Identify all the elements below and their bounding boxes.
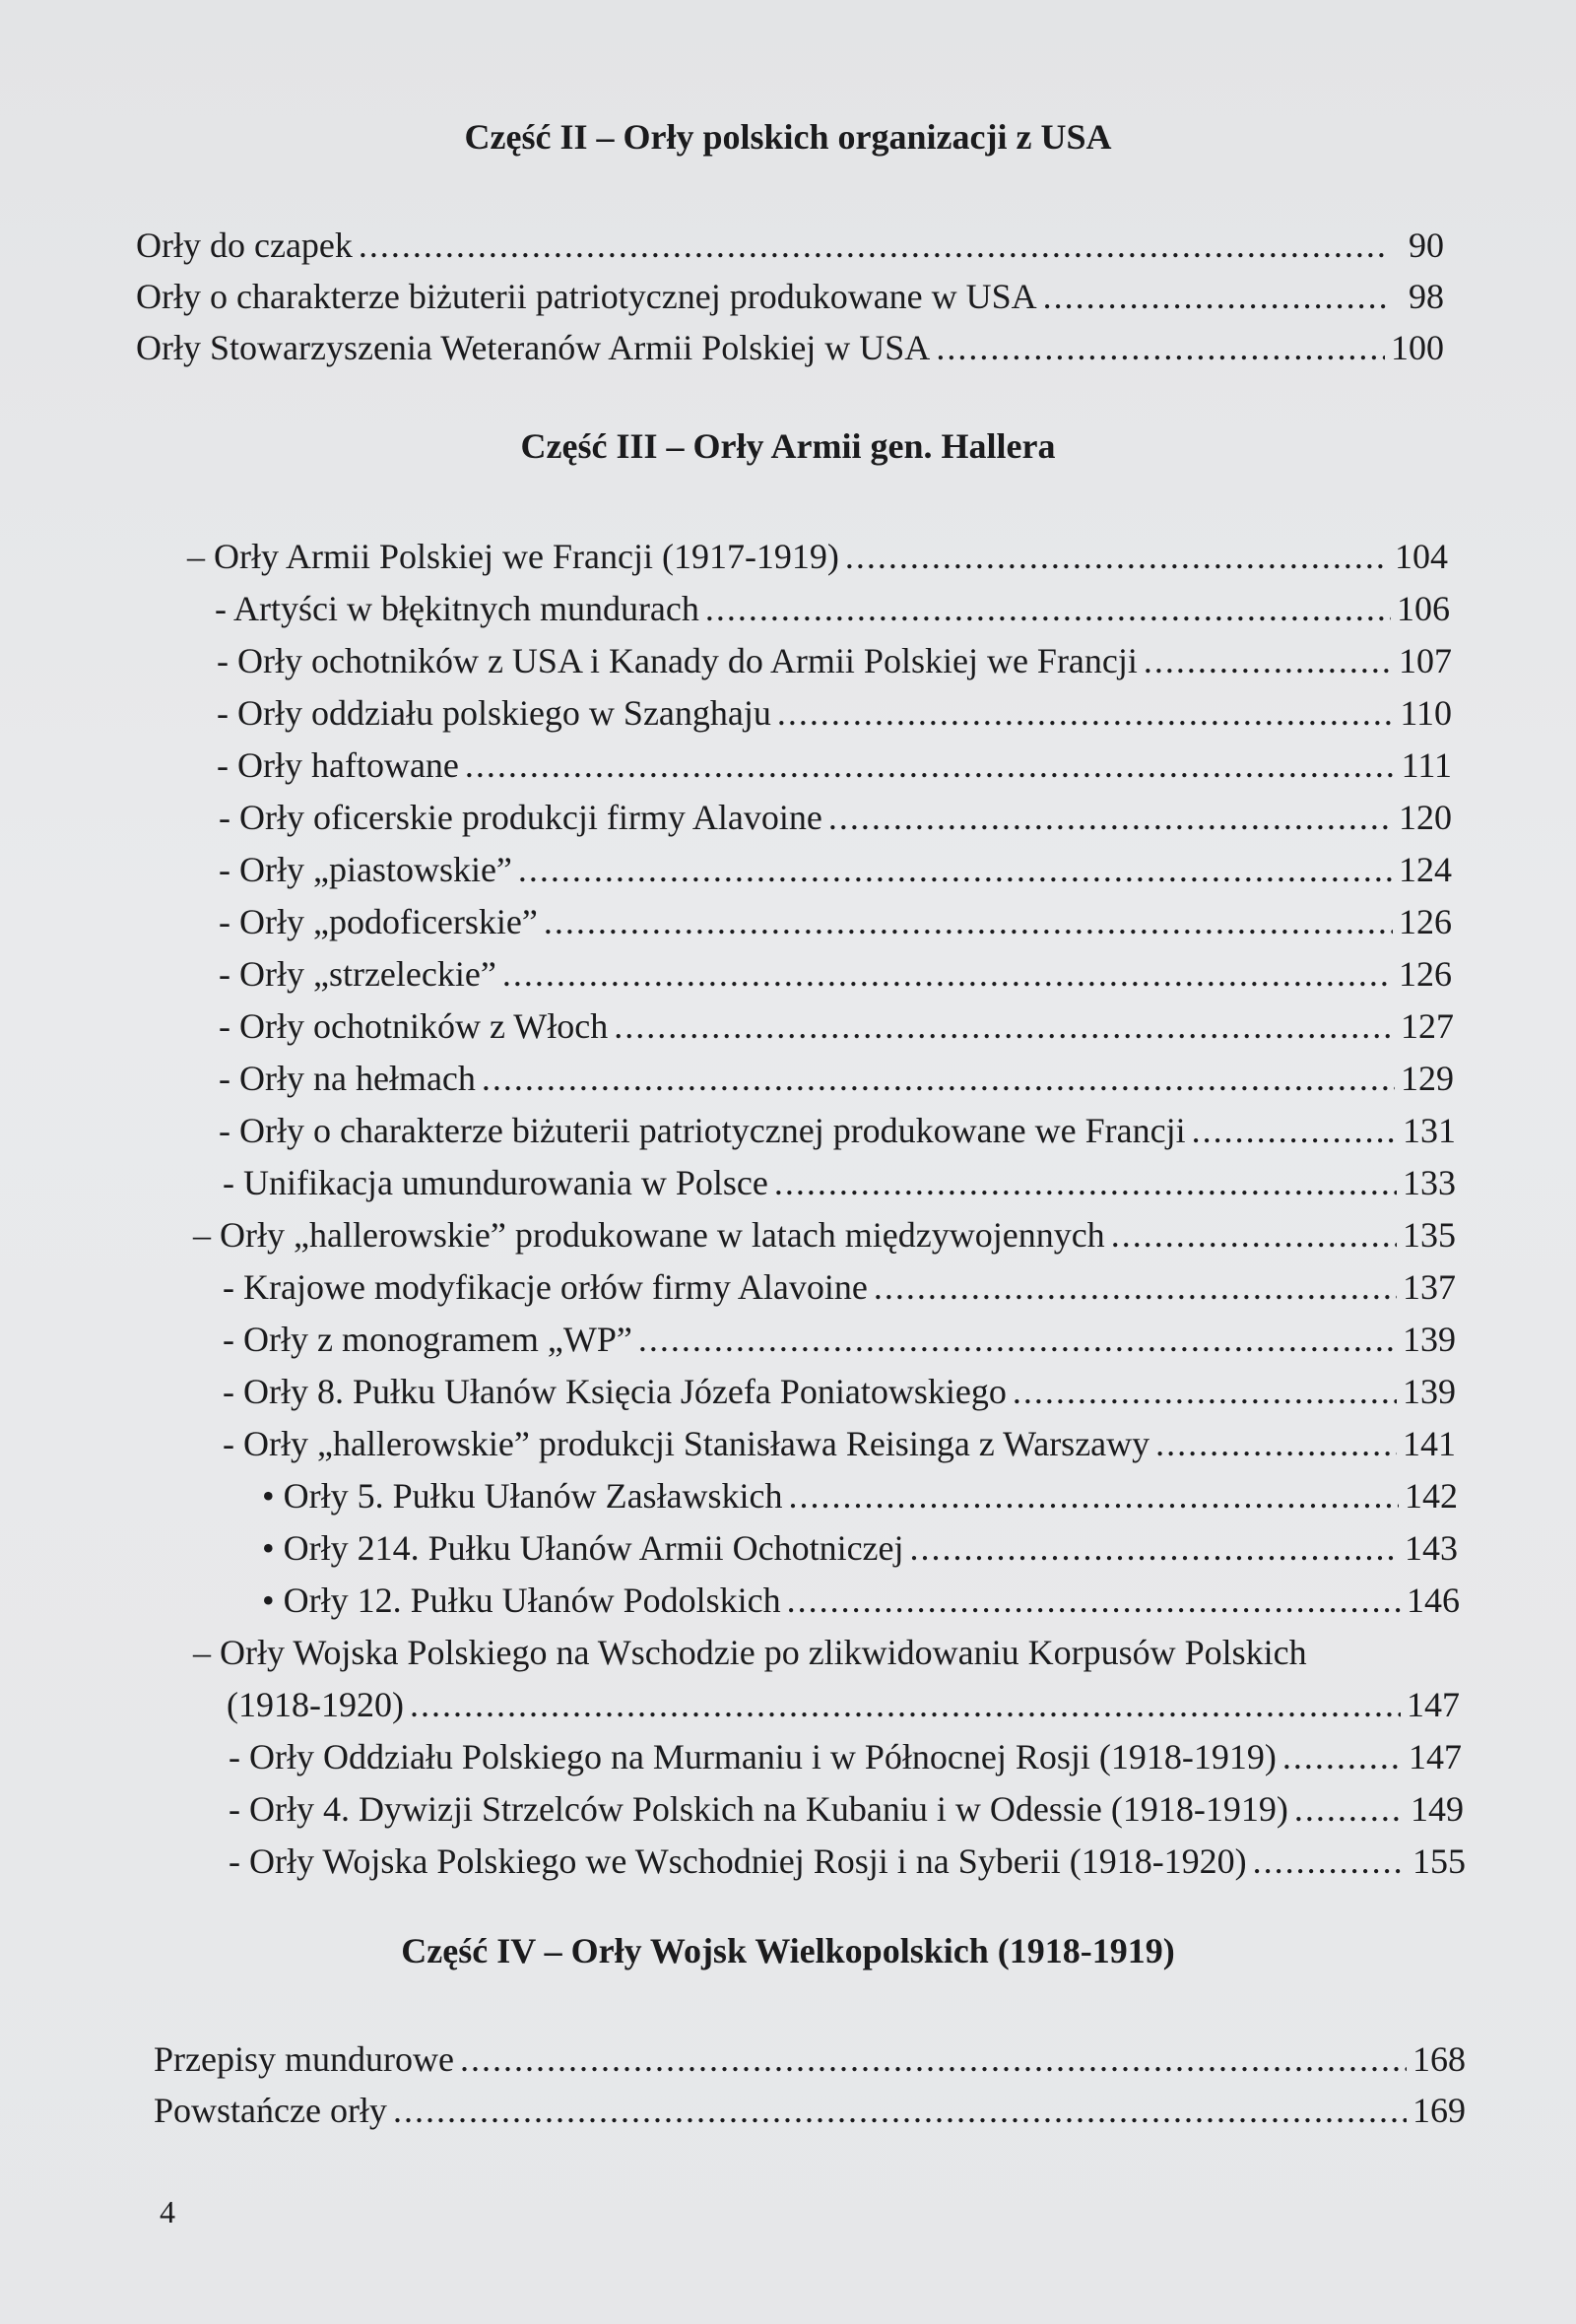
toc-entry[interactable]	[229, 1788, 1464, 1830]
toc-page-number: 141	[1403, 1424, 1456, 1463]
toc-label: • Orły 12. Pułku Ułanów Podolskich	[262, 1581, 781, 1620]
toc-page-number: 137	[1403, 1267, 1456, 1307]
page-number: 4	[160, 2194, 175, 2229]
toc-page-number: 169	[1412, 2091, 1466, 2130]
toc-page-number: 133	[1403, 1163, 1456, 1202]
toc-page-number: 107	[1399, 641, 1452, 680]
toc-label: • Orły 214. Pułku Ułanów Armii Ochotniczej	[262, 1528, 904, 1568]
leader-dots	[1111, 1214, 1397, 1256]
toc-label: Orły Stowarzyszenia Weteranów Armii Polskiej w USA	[136, 328, 931, 367]
leader-dots	[910, 1527, 1399, 1569]
toc-label: • Orły 5. Pułku Ułanów Zasławskich	[262, 1476, 783, 1516]
leader-dots	[614, 1005, 1395, 1047]
toc-label: - Orły „strzeleckie”	[219, 954, 496, 994]
toc-label: - Krajowe modyfikacje orłów firmy Alavoine	[223, 1267, 868, 1307]
toc-entry[interactable]	[223, 1162, 1456, 1203]
toc-page-number: 168	[1412, 2039, 1466, 2079]
leader-dots	[774, 1162, 1397, 1203]
section-heading-4: Część IV – Orły Wojsk Wielkopolskich (1918-1919)	[401, 1931, 1175, 1970]
toc-entry[interactable]	[219, 849, 1452, 890]
toc-label: Powstańcze orły	[154, 2091, 387, 2130]
toc-page-number: 111	[1401, 745, 1452, 785]
toc-label: - Orły ochotników z Włoch	[219, 1006, 609, 1046]
toc-page-number: 100	[1391, 328, 1444, 367]
toc-label: - Unifikacja umundurowania w Polsce	[223, 1163, 768, 1202]
toc-label: Przepisy mundurowe	[154, 2039, 454, 2079]
toc-entry[interactable]	[136, 276, 1444, 317]
toc-page-number: 90	[1409, 226, 1444, 265]
toc-label: - Orły „piastowskie”	[219, 850, 512, 889]
toc-entry[interactable]	[187, 536, 1448, 577]
toc-entry[interactable]	[223, 1319, 1456, 1360]
toc-entry[interactable]	[219, 1110, 1456, 1151]
leader-dots	[518, 849, 1393, 890]
toc-entry[interactable]	[154, 2090, 1466, 2131]
leader-dots	[1043, 276, 1387, 317]
leader-dots	[638, 1319, 1397, 1360]
toc-page-number: 126	[1399, 902, 1452, 941]
toc-entry[interactable]	[262, 1527, 1458, 1569]
toc-entry[interactable]	[219, 1058, 1454, 1099]
leader-dots	[787, 1580, 1401, 1621]
leader-dots	[544, 901, 1393, 942]
toc-entry[interactable]	[136, 225, 1444, 266]
toc-label: (1918-1920)	[227, 1685, 404, 1724]
leader-dots	[460, 2038, 1407, 2080]
toc-label: Orły o charakterze biżuterii patriotycznej produkowane w USA	[136, 277, 1037, 316]
toc-entry[interactable]	[223, 1266, 1456, 1308]
leader-dots	[1253, 1840, 1407, 1882]
leader-dots	[874, 1266, 1397, 1308]
toc-label: - Orły o charakterze biżuterii patriotycznej produkowane we Francji	[219, 1111, 1186, 1150]
toc-page-number: 104	[1395, 537, 1448, 576]
leader-dots	[1144, 640, 1393, 681]
toc-entry[interactable]	[136, 327, 1444, 368]
toc-page-number: 110	[1400, 693, 1452, 733]
toc-label: - Orły haftowane	[217, 745, 459, 785]
toc-entry[interactable]	[227, 1684, 1460, 1725]
leader-dots	[359, 225, 1387, 266]
toc-label: - Orły „podoficerskie”	[219, 902, 538, 941]
toc-entry[interactable]	[229, 1736, 1462, 1777]
leader-dots	[502, 953, 1393, 995]
toc-page-number: 124	[1399, 850, 1452, 889]
leader-dots	[410, 1684, 1401, 1725]
toc-page-number: 120	[1399, 798, 1452, 837]
section-heading-2: Część II – Orły polskich organizacji z USA	[464, 117, 1112, 157]
toc-entry[interactable]	[219, 901, 1452, 942]
toc-label: - Orły ochotników z USA i Kanady do Armii Polskiej we Francji	[217, 641, 1138, 680]
toc-entry[interactable]	[215, 588, 1450, 629]
leader-dots	[482, 1058, 1395, 1099]
toc-label: - Orły 8. Pułku Ułanów Księcia Józefa Poniatowskiego	[223, 1372, 1007, 1411]
leader-dots	[936, 327, 1385, 368]
toc-label: - Artyści w błękitnych mundurach	[215, 589, 699, 628]
leader-dots	[777, 692, 1394, 734]
section-heading-3: Część III – Orły Armii gen. Hallera	[520, 426, 1056, 466]
toc-page-number: 146	[1407, 1581, 1460, 1620]
toc-entry[interactable]	[217, 692, 1452, 734]
toc-entry[interactable]	[217, 640, 1452, 681]
toc-entry[interactable]	[223, 1371, 1456, 1412]
toc-page-number: 147	[1409, 1737, 1462, 1776]
toc-page-number: 139	[1403, 1320, 1456, 1359]
toc-label: - Orły Wojska Polskiego we Wschodniej Rosji i na Syberii (1918-1920)	[229, 1841, 1247, 1881]
toc-entry[interactable]	[219, 797, 1452, 838]
toc-page-number: 126	[1399, 954, 1452, 994]
leader-dots	[393, 2090, 1407, 2131]
toc-label: - Orły oficerskie produkcji firmy Alavoine	[219, 798, 822, 837]
toc-page-number: 149	[1411, 1789, 1464, 1829]
toc-entry[interactable]	[262, 1580, 1460, 1621]
toc-page-number: 139	[1403, 1372, 1456, 1411]
leader-dots	[828, 797, 1393, 838]
toc-page-number: 135	[1403, 1215, 1456, 1255]
toc-label: - Orły Oddziału Polskiego na Murmaniu i w Północnej Rosji (1918-1919)	[229, 1737, 1277, 1776]
toc-entry[interactable]	[219, 1005, 1454, 1047]
toc-page-number: 143	[1405, 1528, 1458, 1568]
toc-page-number: 127	[1401, 1006, 1454, 1046]
toc-page-number: 106	[1397, 589, 1450, 628]
toc-page-number: 131	[1403, 1111, 1456, 1150]
leader-dots	[1192, 1110, 1397, 1151]
leader-dots	[1013, 1371, 1397, 1412]
toc-page-number: 155	[1412, 1841, 1466, 1881]
leader-dots	[705, 588, 1391, 629]
toc-entry-heading-line[interactable]: – Orły Wojska Polskiego na Wschodzie po zlikwidowaniu Korpusów Polskich	[193, 1633, 1307, 1672]
toc-page-number: 129	[1401, 1059, 1454, 1098]
toc-page-number: 147	[1407, 1685, 1460, 1724]
toc-page-number: 98	[1409, 277, 1444, 316]
toc-entry[interactable]	[219, 953, 1452, 995]
toc-label: - Orły z monogramem „WP”	[223, 1320, 632, 1359]
toc-entry[interactable]	[193, 1214, 1456, 1256]
toc-label: - Orły na hełmach	[219, 1059, 476, 1098]
toc-entry[interactable]	[217, 744, 1452, 786]
leader-dots	[1155, 1423, 1397, 1464]
toc-label: Orły do czapek	[136, 226, 353, 265]
toc-label: - Orły 4. Dywizji Strzelców Polskich na Kubaniu i w Odessie (1918-1919)	[229, 1789, 1288, 1829]
toc-entry[interactable]	[154, 2038, 1466, 2080]
leader-dots	[845, 536, 1389, 577]
leader-dots	[465, 744, 1395, 786]
toc-entry[interactable]	[223, 1423, 1456, 1464]
toc-label: - Orły „hallerowskie” produkcji Stanisława Reisinga z Warszawy	[223, 1424, 1150, 1463]
toc-label: – Orły „hallerowskie” produkowane w latach międzywojennych	[193, 1215, 1105, 1255]
leader-dots	[789, 1475, 1399, 1517]
toc-label: - Orły oddziału polskiego w Szanghaju	[217, 693, 771, 733]
leader-dots	[1294, 1788, 1405, 1830]
leader-dots	[1282, 1736, 1403, 1777]
toc-page-number: 142	[1405, 1476, 1458, 1516]
toc-label: – Orły Armii Polskiej we Francji (1917-1919)	[187, 537, 839, 576]
toc-entry[interactable]	[262, 1475, 1458, 1517]
toc-entry[interactable]	[229, 1840, 1466, 1882]
